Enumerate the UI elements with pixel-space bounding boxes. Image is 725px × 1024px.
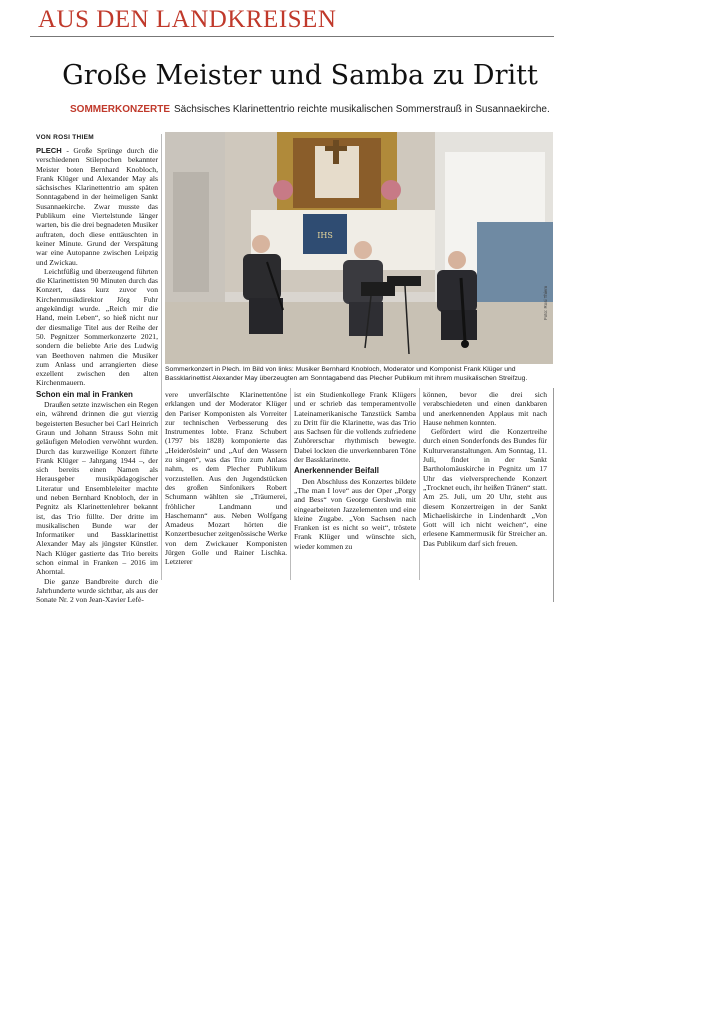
column-divider (553, 388, 554, 602)
article-paragraph: können, bevor die drei sich verabschiedeten und einen dankbaren und anerkennenden Applaus mit nach Hause nehmen konnten. (423, 390, 547, 427)
subline (70, 104, 550, 115)
article-column-2 (165, 390, 287, 567)
column-divider (290, 388, 291, 580)
altar-monogram: IHS (317, 231, 333, 240)
photo-caption: Sommerkonzert in Plech. Im Bild von links: Musiker Bernhard Knobloch, Moderator und Komponist Frank Klüger und Bassklarinettist Alexander May überzeugten am Sonntagabend das Plecher Publikum mit ihrem musikalischen Streifzug. (165, 366, 528, 382)
article-paragraph: Draußen setzte inzwischen ein Regen ein, während drinnen die gut vierzig begeisterten Besucher bei Carl Heinrich Graun und Johann Strauss Sohn mit geläufigen Melodien verwöhnt wurden. Durch das kurzweilige Konzert führte Frank Klüger – Jahrgang 1944 –, der sich bereits einen Namen als Herausgeber musikpädagogischer Literatur und Ensembleleiter machte und neben Bernhard Knobloch, der in Pegnitz als Klarinettenlehrer bekannt ist, das Trio füllte. Der dritte im musikalischen Bunde war der Informatiker und Bassklarinettist Alexander May als jüngster Künstler. Nach Klüger gastierte das Trio bereits schon einmal in Franken – 2016 im Ahorntal. (36, 400, 158, 577)
article-paragraph: Gefördert wird die Konzertreihe durch einen Sonderfonds des Bundes für Kulturveranstaltungen. Am Sonntag, 11. Juli, findet in der Sankt Bartholomäuskirche in Pegnitz um 17 Uhr das vielversprechende Konzert „Trocknet euch, ihr heißen Tränen“ statt. Am 25. Juli, um 20 Uhr, steht aus diesem Konzertreigen in der Sankt Michaeliskirche in Lindenhardt „Von Gott will ich nicht weichen“, eine erlesene Kammermusik für Streicher an. Das Publikum darf sich freuen. (423, 427, 547, 548)
photo-credit: Foto: Rosi Thiem (543, 285, 548, 320)
subline-text: Sächsisches Klarinettentrio reichte musikalischen Sommerstrauß in Susannaekirche. (174, 104, 550, 115)
concert-photo-illustration (165, 132, 553, 364)
column-divider (419, 388, 420, 580)
section-title: AUS DEN LANDKREISEN (38, 6, 337, 33)
headline: Große Meister und Samba zu Dritt (62, 60, 538, 91)
byline: VON ROSI THIEM (36, 134, 95, 141)
article-paragraph: Den Abschluss des Konzertes bildete „The man I love“ aus der Oper „Porgy and Bess“ von George Gershwin mit eingearbeiteten Jazzelementen und eine kleine Zugabe. „Von Sachsen nach Franken ist es nicht so weit“, tröstete Frank Klüger und wünschte sich, wieder kommen zu (294, 476, 416, 551)
concert-photo (165, 132, 553, 364)
article-paragraph: PLECH - Große Sprünge durch die verschiedenen Stilepochen bekannter Meister boten Bernhard Knobloch, Frank Klüger und Alexander May als sächsisches Klarinettentrio am späten Sonntagabend in der heimeligen Sankt Susannaekirche. Zwar musste das Publikum eine Viertelstunde länger warten, bis die drei begnadeten Musiker auftraten, doch diese enttäuschten in keiner Minute. Grund der Verspätung war eine Autopanne zwischen Leipzig und Zwickau. (36, 146, 158, 267)
article-paragraph: Die ganze Bandbreite durch die Jahrhunderte wurde sichtbar, als aus der Sonate Nr. 2 von Jean-Xavier Lefè- (36, 576, 158, 605)
article-paragraph: ist ein Studienkollege Frank Klügers und er schrieb das temperamentvolle Lateinamerikanische Tanzstück Samba zu Dritt für die Klarinette, was das Trio aus Sachsen für die vollends zufriedene Zuhörerschar rhythmisch bewegte. Dabei lockten die unverkennbaren Töne der Bassklarinette. (294, 390, 416, 465)
article-column-4 (423, 390, 547, 548)
article-column-3 (294, 390, 416, 551)
dateline: PLECH (36, 146, 62, 155)
section-rule (30, 36, 554, 37)
article-paragraph: Leichtfüßig und überzeugend führten die Klarinettisten 90 Minuten durch das Konzert, dass kurz zuvor von Kirchenmusikdirektor Jörg Fuhr angekündigt wurde. „Reich mir die Hand, mein Leben“, so hieß nicht nur der diesmalige Titel aus der Reihe der 50. Pegnitzer Sommerkonzerte 2021, sondern die beliebte Arie des Ludwig van Beethoven nahmen die Musiker zum Anlass und arrangierten diese exzellent zwischen den alten Kirchenmauern. (36, 266, 158, 388)
subheading: Schon ein mal in Franken (36, 389, 133, 399)
column-divider (161, 134, 162, 580)
subheading: Anerkennender Beifall (294, 466, 379, 476)
subline-kicker: SOMMERKONZERTE (70, 104, 170, 115)
article-paragraph: vere unverfälschte Klarinettentöne erklangen und der Moderator Klüger den Pariser Komponisten als Vorreiter zur technischen Verbesserung des Instrumentes lobte. Franz Schubert (1797 bis 1828) komponierte das „Heideröslein“ und „Auf den Wassern zu singen“, was das Trio zum Anlass nahm, es dem Plecher Publikum vorzustellen. Aus den Jugendstücken des großen Sinfonikers Robert Schumann wählten sie „Träumerei, fröhlicher Landmann und Haschemann“ aus. Neben Wolfgang Amadeus Mozart hörten die Konzertbesucher zeitgenössische Werke von dem Zwickauer Komponisten Jürgen Golle und Rainer Lischka. Letzterer (165, 390, 287, 567)
article-column-1 (36, 146, 158, 605)
